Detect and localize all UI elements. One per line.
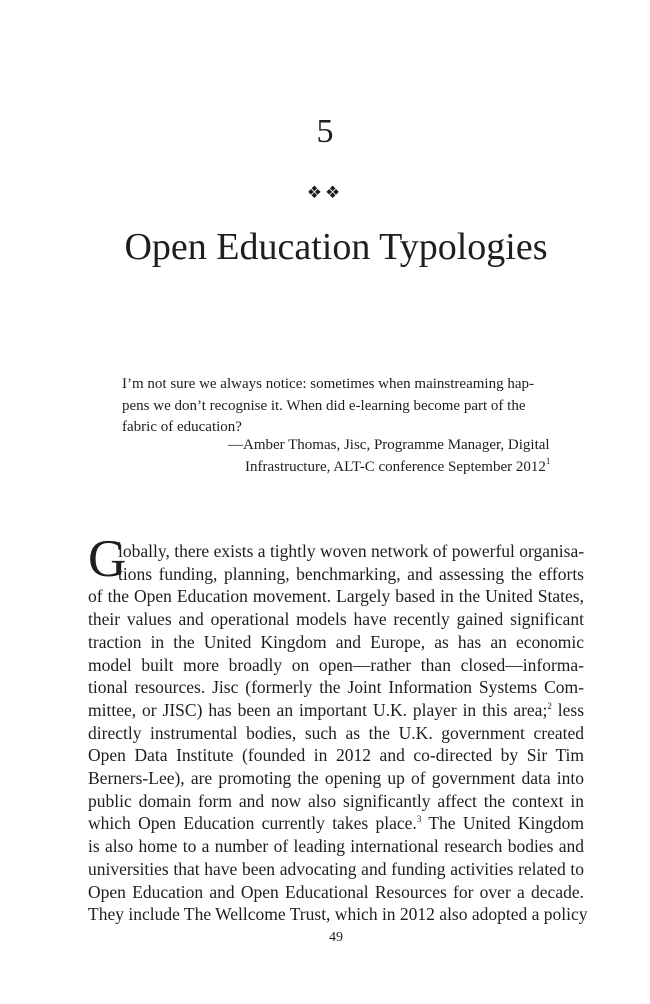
drop-cap: G <box>88 530 127 588</box>
epigraph-quote-line: I’m not sure we always notice: sometimes when mainstreaming hap- <box>122 376 534 392</box>
body-line: universities that have been advocating and funding activities related to <box>88 858 584 879</box>
body-line: directly instrumental bodies, such as the U.K. government created <box>88 722 584 743</box>
epigraph-quote-line: fabric of education? <box>122 419 242 435</box>
body-line: their values and operational models have recently gained significant <box>88 609 584 630</box>
body-line: Open Education and Open Educational Resources for over a decade. <box>88 881 584 902</box>
footnote-ref[interactable]: 2 <box>547 700 552 711</box>
footnote-ref[interactable]: 1 <box>545 455 551 466</box>
body-text: The United Kingdom <box>421 813 585 834</box>
body-text: mittee, or JISC) has been an important U.K. player in this area; <box>88 699 548 720</box>
attribution-line <box>228 457 568 479</box>
body-line: model built more broadly on open—rather than closed—informa- <box>88 654 584 675</box>
body-line: is also home to a number of leading international research bodies and <box>88 836 584 857</box>
body-paragraph <box>88 540 588 926</box>
body-line: public domain form and now also significantly affect the context in <box>88 790 584 811</box>
body-line: traction in the United Kingdom and Europe, as has an economic <box>88 631 584 652</box>
epigraph-quote <box>122 374 562 439</box>
body-line: Berners-Lee), are promoting the opening up of government data into <box>88 768 584 789</box>
body-line: lobally, there exists a tightly woven network of powerful organisa- <box>118 541 585 561</box>
body-text: which Open Education currently takes place. <box>88 813 417 834</box>
body-line: Open Data Institute (founded in 2012 and co-directed by Sir Tim <box>88 745 584 766</box>
body-line <box>88 699 584 722</box>
body-line: of the Open Education movement. Largely based in the United States, <box>88 586 584 607</box>
page-number: 49 <box>329 930 343 945</box>
chapter-number: 5 <box>316 113 334 150</box>
footnote-ref[interactable]: 3 <box>416 814 422 825</box>
body-text: less <box>551 699 585 720</box>
chapter-title: Open Education Typologies <box>124 226 548 268</box>
body-line: They include The Wellcome Trust, which in 2012 also adopted a policy <box>88 904 588 925</box>
attribution-line: —Amber Thomas, Jisc, Programme Manager, Digital <box>228 437 550 453</box>
ornament-icon: ❖❖ <box>306 183 344 202</box>
epigraph <box>122 374 562 475</box>
body-line: tions funding, planning, benchmarking, and assessing the efforts <box>118 563 584 584</box>
body-line: tional resources. Jisc (formerly the Joint Information Systems Com- <box>88 677 584 698</box>
epigraph-attribution <box>228 435 568 478</box>
epigraph-quote-line: pens we don’t recognise it. When did e-learning become part of the <box>122 397 526 414</box>
attribution-text: Infrastructure, ALT-C conference September 2012 <box>245 458 546 475</box>
body-line <box>88 812 584 835</box>
